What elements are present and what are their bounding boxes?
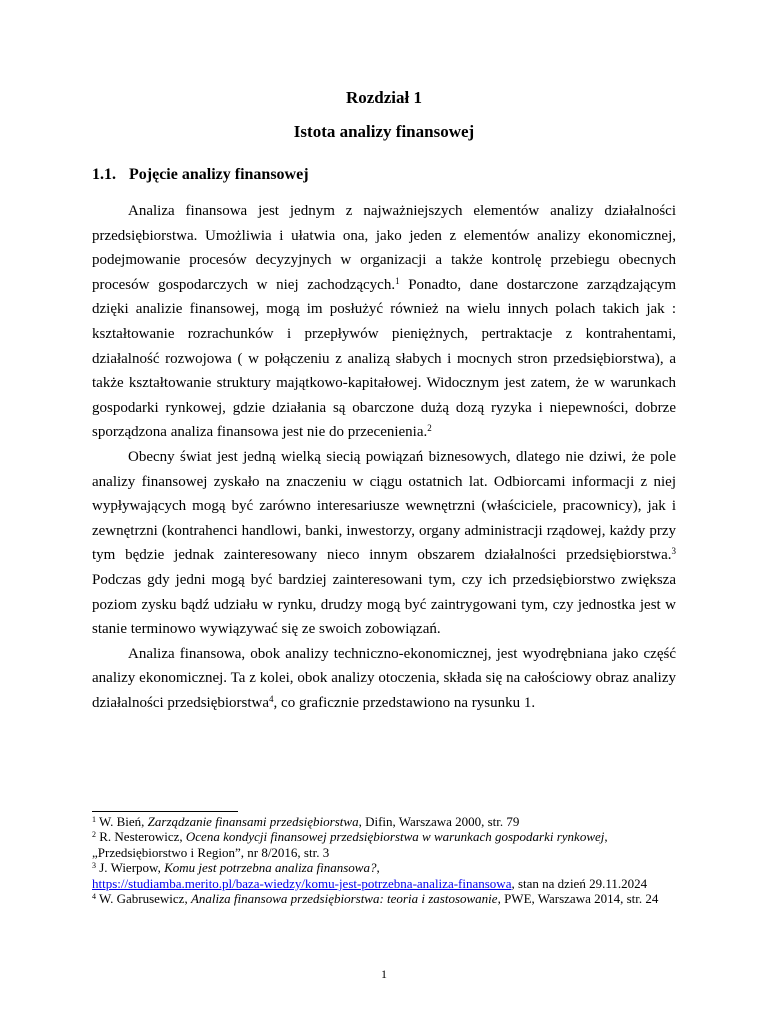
footnote-3-author: J. Wierpow, xyxy=(96,860,165,876)
section-title: Pojęcie analizy finansowej xyxy=(129,166,309,183)
section-number: 1.1. xyxy=(92,166,116,183)
footnote-ref-4[interactable]: 4 xyxy=(269,693,274,704)
chapter-title: Istota analizy finansowej xyxy=(293,122,475,141)
footnote-2 xyxy=(92,829,678,860)
footnote-ref-2[interactable]: 2 xyxy=(427,423,432,434)
paragraph-2-text-a: Obecny świat jest jedną wielką siecią powiązań biznesowych, dlatego nie dziwi, że pole analizy finansowej zyskało na znaczeniu w ciągu ostatnich lat. Odbiorcami informacji z niej wypływających mogą być zarówno interesariusze wewnętrzni (właściciele, pracownicy), jak i zewnętrzni (kontrahenci handlowi, banki, inwestorzy, organy administracji rządowej, każdy przy tym będzie jednak zainteresowany nieco innym obszarem działalności przedsiębiorstwa. xyxy=(92,448,676,564)
footnote-3-link[interactable]: https://studiamba.merito.pl/baza-wiedzy/komu-jest-potrzebna-analiza-finansowa xyxy=(92,875,512,891)
footnote-1 xyxy=(92,814,678,829)
chapter-label: Rozdział 1 xyxy=(345,88,423,107)
paragraph-1-text-a: Analiza finansowa jest jednym z najważniejszych elementów analizy działalności przedsiębiorstwa. Umożliwia i ułatwia ona, jako jeden z elementów analizy ekonomicznej, podejmowanie procesów decyzyjnych w organizacji a także kontrolę przebiegu obecnych procesów gospodarczych w niej zachodzących. xyxy=(92,203,676,293)
footnote-3 xyxy=(92,860,678,891)
footnote-1-rest: , Difin, Warszawa 2000, str. 79 xyxy=(358,814,520,829)
paragraph-3 xyxy=(92,642,676,716)
footnote-2-author: R. Nesterowicz, xyxy=(96,829,186,845)
body-text xyxy=(92,199,676,715)
footnote-ref-3[interactable]: 3 xyxy=(671,546,676,557)
paragraph-2-text-b: Podczas gdy jedni mogą być bardziej zainteresowani tym, czy ich przedsiębiorstwo zwiększa poziom zysku bądź udziału w rynku, drudzy mogą być zaintrygowani tym, czy jednostka jest w stanie terminowo wywiązywać się ze swoich zobowiązań. xyxy=(92,571,676,638)
footnote-mark-4: 4 xyxy=(92,892,96,902)
footnote-2-rest: , „Przedsiębiorstwo i Region”, nr 8/2016, str. 3 xyxy=(92,829,608,860)
footnote-1-title: Zarządzanie finansami przedsiębiorstwa xyxy=(147,814,359,829)
footnote-4-title: Analiza finansowa przedsiębiorstwa: teoria i zastosowanie xyxy=(190,891,498,907)
footnote-4-author: W. Gabrusewicz, xyxy=(96,891,191,907)
paragraph-3-text-a: Analiza finansowa, obok analizy techniczno-ekonomicznej, jest wyodrębniana jako część analizy ekonomicznej. Ta z kolei, obok analizy otoczenia, składa się na całościowy obraz analizy działalności przedsiębiorstwa xyxy=(92,645,676,711)
footnote-ref-1[interactable]: 1 xyxy=(395,275,400,286)
footnote-3-title: Komu jest potrzebna analiza finansowa? xyxy=(164,860,377,876)
footnote-mark-2: 2 xyxy=(92,830,96,840)
paragraph-1-text-b: Ponadto, dane dostarczone zarządzającym dzięki analizie finansowej, mogą im posłużyć również na wielu innych polach takich jak : kształtowanie rozrachunków i przepływów pieniężnych, pertraktacje z kontrahentami, działalność rozwojowa ( w połączeniu z analizą słabych i mocnych stron przedsiębiorstwa), a także kształtowanie struktury majątkowo-kapitałowej. Widocznym jest zatem, że w warunkach gospodarki rynkowej, gdzie działania są obarczone dużą dozą ryzyka i niepewności, dobrze sporządzona analiza finansowa jest nie do przecenienia. xyxy=(92,276,676,441)
paragraph-2 xyxy=(92,445,676,642)
footnote-3-rest: , stan na dzień 29.11.2024 xyxy=(511,875,648,891)
footnotes xyxy=(92,814,678,906)
footnote-3-sep: , xyxy=(376,860,380,876)
footnote-4 xyxy=(92,891,678,906)
footnote-1-author: W. Bień, xyxy=(96,814,148,829)
paragraph-1 xyxy=(92,199,676,445)
footnote-2-title: Ocena kondycji finansowej przedsiębiorstwa w warunkach gospodarki rynkowej xyxy=(185,829,605,845)
footnote-separator xyxy=(92,811,238,812)
page-number: 1 xyxy=(381,967,387,981)
paragraph-3-text-b: , co graficznie przedstawiono na rysunku 1. xyxy=(273,694,536,711)
footnote-4-rest: , PWE, Warszawa 2014, str. 24 xyxy=(497,891,659,907)
section-heading xyxy=(92,165,309,185)
footnote-mark-3: 3 xyxy=(92,861,96,871)
footnote-mark-1: 1 xyxy=(92,815,96,824)
